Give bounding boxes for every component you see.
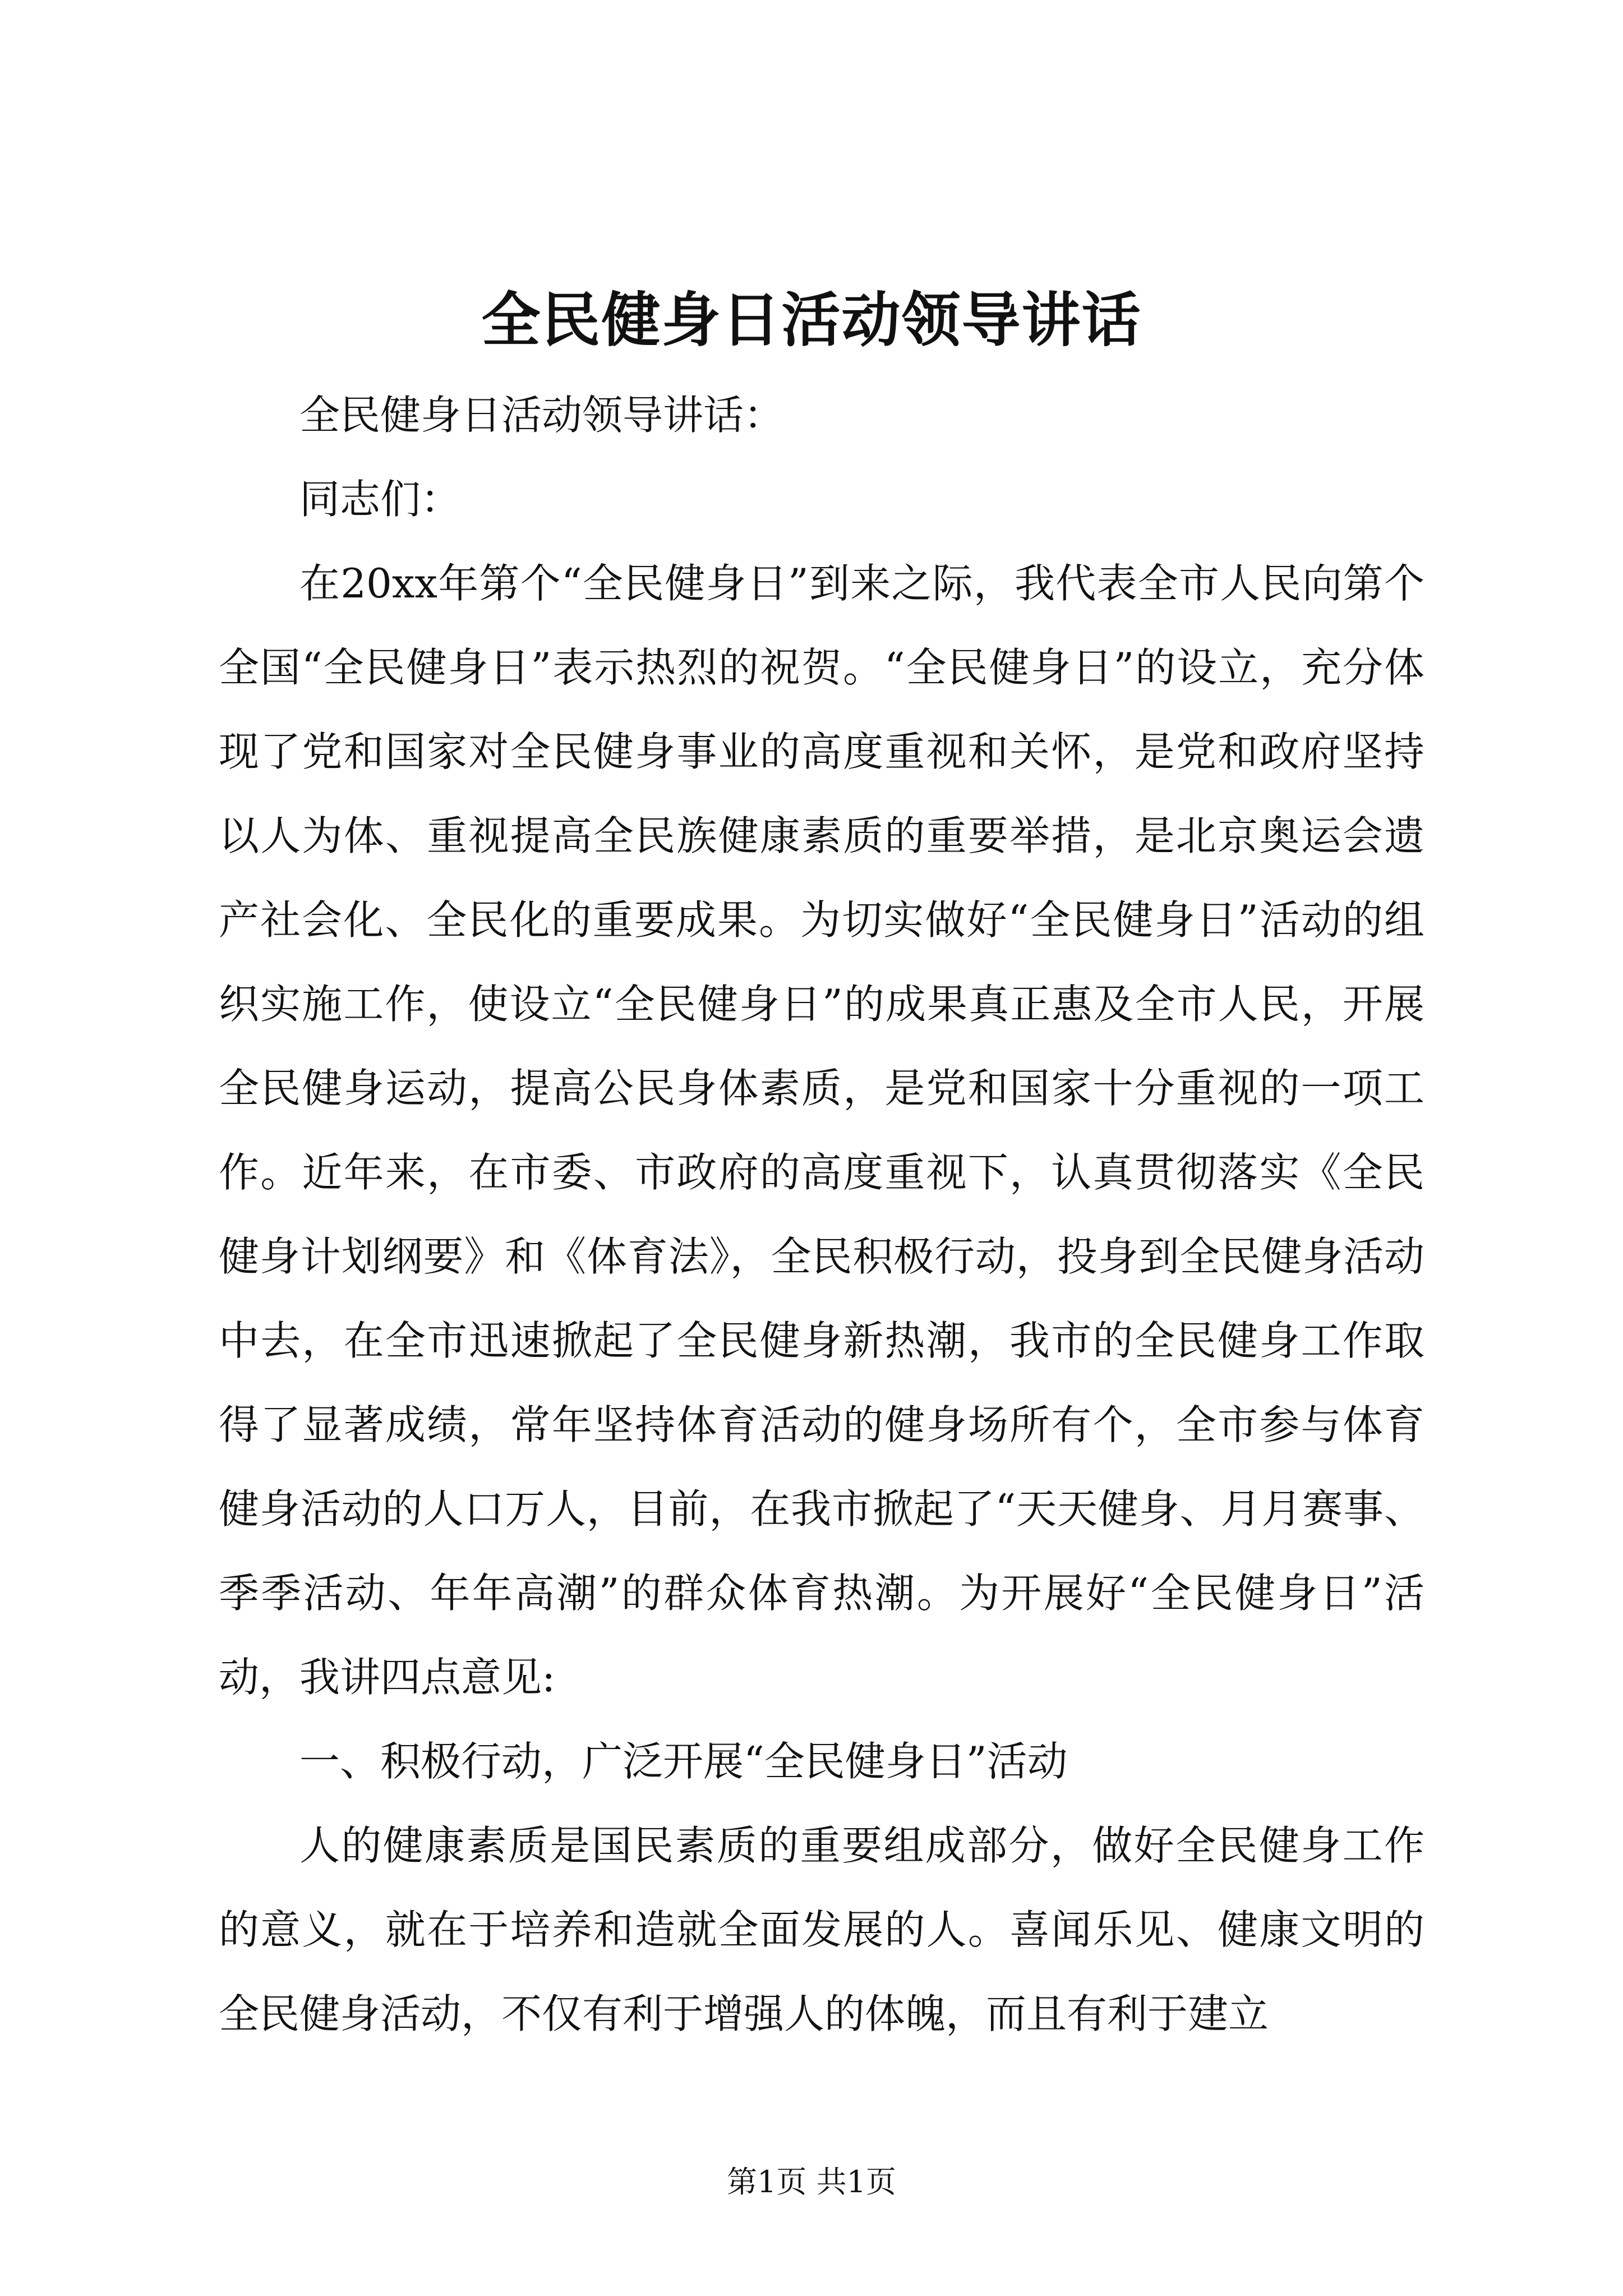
document-title: 全民健身日活动领导讲话: [481, 285, 1142, 355]
page-footer: 第1页 共1页: [727, 2164, 896, 2200]
body-paragraph: 在20xx年第个“全民健身日”到来之际，我代表全市人民向第个全国“全民健身日”表示热烈的祝贺。“全民健身日”的设立，充分体现了党和国家对全民健身事业的高度重视和关怀，是党和政府坚持以人为体、重视提高全民族健康素质的重要举措，是北京奥运会遗产社会化、全民化的重要成果。为切实做好“全民健身日”活动的组织实施工作，使设立“全民健身日”的成果真正惠及全市人民，开展全民健身运动，提高公民身体素质，是党和国家十分重视的一项工作。近年来，在市委、市政府的高度重视下，认真贯彻落实《全民健身计划纲要》和《体育法》，全民积极行动，投身到全民健身活动中去，在全市迅速掀起了全民健身新热潮，我市的全民健身工作取得了显著成绩，常年坚持体育活动的健身场所有个，全市参与体育健身活动的人口万人，目前，在我市掀起了“天天健身、月月赛事、季季活动、年年高潮”的群众体育热潮。为开展好“全民健身日”活动，我讲四点意见:: [219, 560, 1424, 1701]
salutation-heading: 全民健身日活动领导讲话：: [299, 392, 785, 439]
section-heading: 一、积极行动，广泛开展“全民健身日”活动: [299, 1738, 1068, 1785]
body-paragraph: 人的健康素质是国民素质的重要组成部分，做好全民健身工作的意义，就在于培养和造就全面发展的人。喜闻乐见、健康文明的全民健身活动，不仅有利于增强人的体魄，而且有利于建立: [219, 1822, 1424, 2037]
salutation: 同志们：: [299, 476, 462, 523]
document-body: [219, 373, 1424, 2056]
